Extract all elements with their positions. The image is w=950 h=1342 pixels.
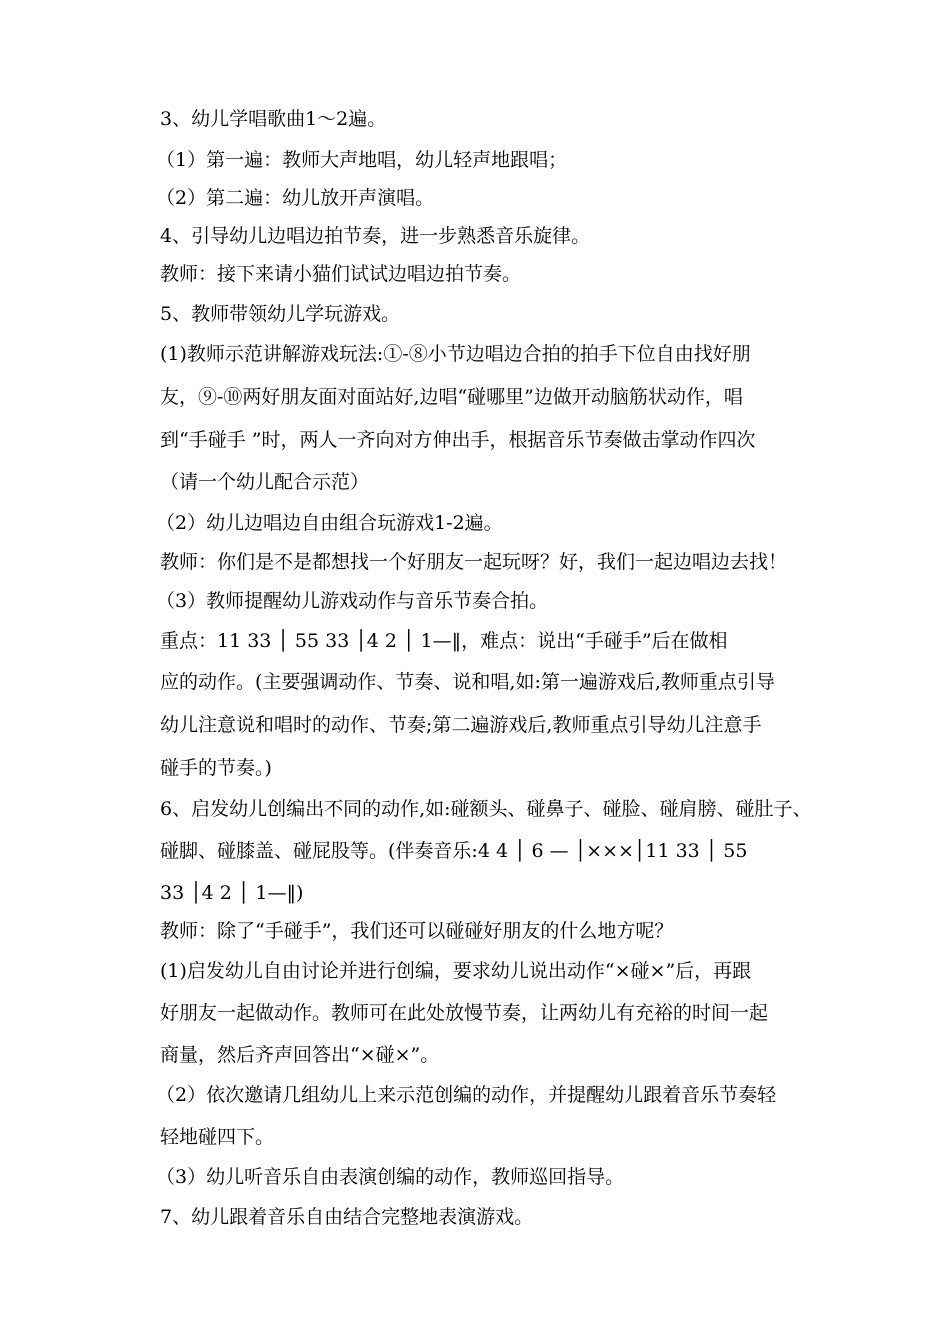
text-line: 友，⑨-⑩两好朋友面对面站好,边唱“碰哪里”边做开动脑筋状动作，唱: [160, 386, 743, 408]
text-line: 碰脚、碰膝盖、碰屁股等。(伴奏音乐:4 4 │ 6 — │×××│11 33 │ 55: [160, 840, 748, 862]
text-line: 教师：除了“手碰手”，我们还可以碰碰好朋友的什么地方呢？: [160, 920, 674, 942]
text-line: （3）教师提醒幼儿游戏动作与音乐节奏合拍。: [156, 590, 549, 612]
text-line: 商量，然后齐声回答出“×碰×”。: [160, 1044, 440, 1066]
text-line: 5、教师带领幼儿学玩游戏。: [160, 303, 401, 325]
text-line: 到“手碰手 ”时，两人一齐向对方伸出手，根据音乐节奏做击掌动作四次: [160, 429, 756, 451]
text-line: 好朋友一起做动作。教师可在此处放慢节奏，让两幼儿有充裕的时间一起: [160, 1002, 769, 1024]
text-line: 重点：11 33 │ 55 33 │4 2 │ 1—‖，难点：说出“手碰手”后在做相: [160, 630, 728, 652]
text-line: （请一个幼儿配合示范）: [160, 471, 370, 493]
text-line: （2）依次邀请几组幼儿上来示范创编的动作，并提醒幼儿跟着音乐节奏轻: [156, 1084, 777, 1106]
text-line: 3、幼儿学唱歌曲1～2遍。: [160, 108, 387, 130]
text-line: (1)启发幼儿自由讨论并进行创编，要求幼儿说出动作“×碰×”后，再跟: [160, 960, 752, 982]
text-line: 应的动作。(主要强调动作、节奏、说和唱,如:第一遍游戏后,教师重点引导: [160, 671, 775, 693]
text-line: (1)教师示范讲解游戏玩法:①-⑧小节边唱边合拍的拍手下位自由找好朋: [160, 343, 751, 365]
text-line: 6、启发幼儿创编出不同的动作,如:碰额头、碰鼻子、碰脸、碰肩膀、碰肚子、: [160, 798, 812, 820]
text-line: （2）幼儿边唱边自由组合玩游戏1-2遍。: [156, 512, 503, 534]
text-line: 33 │4 2 │ 1—‖): [160, 882, 304, 904]
text-line: 幼儿注意说和唱时的动作、节奏;第二遍游戏后,教师重点引导幼儿注意手: [160, 714, 762, 736]
text-line: 7、幼儿跟着音乐自由结合完整地表演游戏。: [160, 1206, 534, 1228]
text-line: 4、引导幼儿边唱边拍节奏，进一步熟悉音乐旋律。: [160, 225, 591, 247]
text-line: 碰手的节奏。): [160, 757, 272, 779]
text-line: （3）幼儿听音乐自由表演创编的动作，教师巡回指导。: [156, 1166, 625, 1188]
text-line: （1）第一遍：教师大声地唱，幼儿轻声地跟唱；: [156, 149, 568, 171]
text-line: （2）第二遍：幼儿放开声演唱。: [156, 187, 435, 209]
text-line: 轻地碰四下。: [160, 1126, 275, 1148]
text-line: 教师：接下来请小猫们试试边唱边拍节奏。: [160, 263, 522, 285]
text-line: 教师：你们是不是都想找一个好朋友一起玩呀？好，我们一起边唱边去找！: [160, 551, 788, 573]
